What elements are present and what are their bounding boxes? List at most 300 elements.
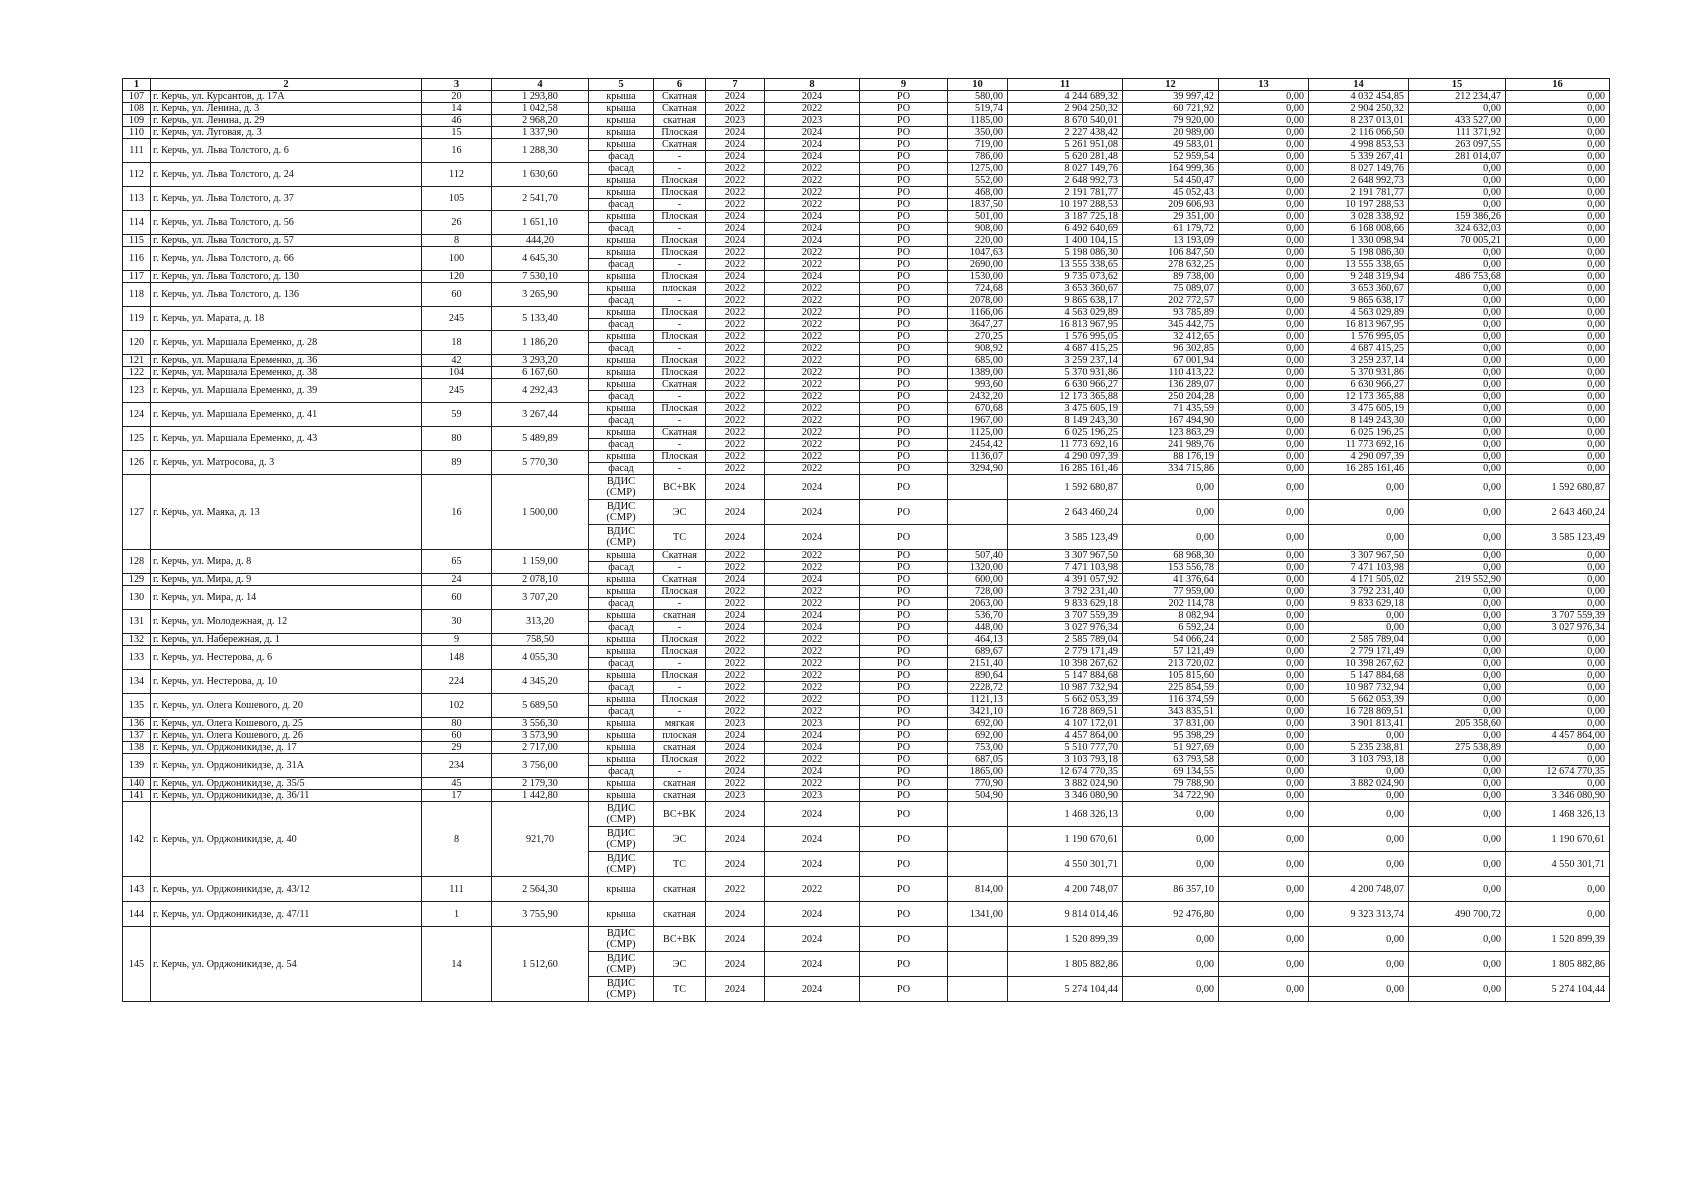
cell-col10: 1166,06 [948,307,1008,319]
cell-col10: 536,70 [948,610,1008,622]
cell-col8: 2022 [765,463,860,475]
cell-col8: 2022 [765,439,860,451]
cell-col5: крыша [589,742,654,754]
cell-col10: 692,00 [948,718,1008,730]
cell-col13: 0,00 [1219,682,1309,694]
col3-cell: 111 [422,877,492,902]
col3-cell: 59 [422,403,492,427]
table-row [123,367,1610,379]
cell-col6: ЭС [654,952,706,977]
cell-col13: 0,00 [1219,307,1309,319]
cell-col5: крыша [589,139,654,151]
cell-col13: 0,00 [1219,115,1309,127]
cell-col16: 0,00 [1506,562,1610,574]
cell-col5: крыша [589,403,654,415]
cell-col12: 278 632,25 [1123,259,1219,271]
cell-col16: 0,00 [1506,706,1610,718]
col4-cell: 4 645,30 [492,247,589,271]
cell-col10: 1967,00 [948,415,1008,427]
cell-col12: 0,00 [1123,927,1219,952]
cell-col10: 770,90 [948,778,1008,790]
cell-col15: 0,00 [1409,670,1506,682]
cell-col14: 16 813 967,95 [1309,319,1409,331]
cell-col8: 2022 [765,646,860,658]
cell-col6: ТС [654,977,706,1002]
cell-col11: 1 190 670,61 [1008,827,1123,852]
col3-cell: 112 [422,163,492,187]
cell-col11: 9 865 638,17 [1008,295,1123,307]
cell-col5: ВДИС (СМР) [589,525,654,550]
cell-col8: 2024 [765,730,860,742]
table-row [123,307,1610,319]
cell-col12: 96 302,85 [1123,343,1219,355]
cell-col8: 2024 [765,952,860,977]
row-number: 123 [123,379,151,403]
table-row [123,163,1610,175]
col4-cell: 3 267,44 [492,403,589,427]
cell-col14: 2 648 992,73 [1309,175,1409,187]
column-header-7: 7 [706,79,765,91]
cell-col7: 2024 [706,151,765,163]
cell-col5: крыша [589,283,654,295]
cell-col6: - [654,319,706,331]
table-row [123,550,1610,562]
cell-col5: фасад [589,766,654,778]
cell-col7: 2022 [706,562,765,574]
cell-col8: 2022 [765,562,860,574]
cell-col11: 3 585 123,49 [1008,525,1123,550]
cell-col13: 0,00 [1219,475,1309,500]
col4-cell: 3 573,90 [492,730,589,742]
cell-col9: РО [860,199,948,211]
cell-col13: 0,00 [1219,163,1309,175]
cell-col15: 0,00 [1409,415,1506,427]
cell-col16: 0,00 [1506,379,1610,391]
cell-col6: скатная [654,610,706,622]
cell-col16: 1 190 670,61 [1506,827,1610,852]
cell-col12: 79 920,00 [1123,115,1219,127]
cell-col10: 350,00 [948,127,1008,139]
cell-col15: 490 700,72 [1409,902,1506,927]
cell-col11: 5 261 951,08 [1008,139,1123,151]
cell-col6: Плоская [654,670,706,682]
cell-col11: 4 107 172,01 [1008,718,1123,730]
cell-col9: РО [860,977,948,1002]
col4-cell: 3 556,30 [492,718,589,730]
cell-col5: фасад [589,562,654,574]
table-row [123,790,1610,802]
cell-col15: 0,00 [1409,403,1506,415]
cell-col5: ВДИС (СМР) [589,500,654,525]
cell-col11: 4 244 689,32 [1008,91,1123,103]
cell-col7: 2024 [706,730,765,742]
cell-col9: РО [860,562,948,574]
cell-col6: плоская [654,283,706,295]
cell-col14: 2 191 781,77 [1309,187,1409,199]
cell-col8: 2022 [765,706,860,718]
col4-cell: 1 337,90 [492,127,589,139]
cell-col16: 0,00 [1506,718,1610,730]
cell-col9: РО [860,451,948,463]
cell-col6: - [654,199,706,211]
cell-col12: 34 722,90 [1123,790,1219,802]
cell-col10: 468,00 [948,187,1008,199]
cell-col6: Плоская [654,634,706,646]
address-cell: г. Керчь, ул. Набережная, д. 1 [151,634,422,646]
cell-col12: 0,00 [1123,475,1219,500]
col4-cell: 2 968,20 [492,115,589,127]
cell-col11: 8 027 149,76 [1008,163,1123,175]
cell-col13: 0,00 [1219,586,1309,598]
cell-col7: 2024 [706,952,765,977]
cell-col11: 2 585 789,04 [1008,634,1123,646]
cell-col5: ВДИС (СМР) [589,927,654,952]
table-row [123,187,1610,199]
table-row [123,103,1610,115]
cell-col9: РО [860,151,948,163]
cell-col13: 0,00 [1219,766,1309,778]
table-row [123,115,1610,127]
cell-col10 [948,827,1008,852]
cell-col12: 106 847,50 [1123,247,1219,259]
address-cell: г. Керчь, ул. Орджоникидзе, д. 47/11 [151,902,422,927]
cell-col12: 0,00 [1123,827,1219,852]
table-row [123,670,1610,682]
cell-col10 [948,977,1008,1002]
cell-col8: 2024 [765,622,860,634]
col3-cell: 60 [422,586,492,610]
cell-col9: РО [860,307,948,319]
address-cell: г. Керчь, ул. Орджоникидзе, д. 35/5 [151,778,422,790]
cell-col6: - [654,163,706,175]
cell-col6: Плоская [654,367,706,379]
cell-col16: 0,00 [1506,682,1610,694]
cell-col10: 519,74 [948,103,1008,115]
cell-col6: Плоская [654,586,706,598]
cell-col11: 2 648 992,73 [1008,175,1123,187]
cell-col7: 2024 [706,525,765,550]
cell-col9: РО [860,610,948,622]
cell-col16: 0,00 [1506,646,1610,658]
col3-cell: 17 [422,790,492,802]
cell-col8: 2022 [765,307,860,319]
cell-col12: 6 592,24 [1123,622,1219,634]
cell-col6: - [654,439,706,451]
cell-col7: 2024 [706,235,765,247]
address-cell: г. Керчь, ул. Маяка, д. 13 [151,475,422,550]
cell-col16: 0,00 [1506,307,1610,319]
cell-col16: 0,00 [1506,139,1610,151]
cell-col14: 5 235 238,81 [1309,742,1409,754]
cell-col6: - [654,463,706,475]
cell-col11: 12 674 770,35 [1008,766,1123,778]
cell-col13: 0,00 [1219,574,1309,586]
cell-col7: 2024 [706,852,765,877]
cell-col15: 0,00 [1409,525,1506,550]
address-cell: г. Керчь, ул. Маршала Еременко, д. 41 [151,403,422,427]
cell-col13: 0,00 [1219,379,1309,391]
cell-col16: 0,00 [1506,742,1610,754]
table-row [123,283,1610,295]
address-cell: г. Керчь, ул. Нестерова, д. 6 [151,646,422,670]
cell-col11: 10 398 267,62 [1008,658,1123,670]
cell-col5: ВДИС (СМР) [589,475,654,500]
cell-col11: 8 670 540,01 [1008,115,1123,127]
column-header-9: 9 [860,79,948,91]
cell-col6: скатная [654,742,706,754]
address-cell: г. Керчь, ул. Олега Кошевого, д. 26 [151,730,422,742]
cell-col15: 0,00 [1409,754,1506,766]
cell-col15: 0,00 [1409,802,1506,827]
cell-col11: 9 814 014,46 [1008,902,1123,927]
cell-col13: 0,00 [1219,977,1309,1002]
address-cell: г. Керчь, ул. Молодежная, д. 12 [151,610,422,634]
cell-col15: 0,00 [1409,586,1506,598]
cell-col5: ВДИС (СМР) [589,827,654,852]
cell-col12: 209 606,93 [1123,199,1219,211]
col3-cell: 120 [422,271,492,283]
row-number: 121 [123,355,151,367]
cell-col15: 275 538,89 [1409,742,1506,754]
cell-col14: 5 370 931,86 [1309,367,1409,379]
cell-col13: 0,00 [1219,927,1309,952]
cell-col5: крыша [589,451,654,463]
row-number: 117 [123,271,151,283]
cell-col8: 2022 [765,877,860,902]
cell-col9: РО [860,343,948,355]
cell-col12: 77 959,00 [1123,586,1219,598]
row-number: 141 [123,790,151,802]
cell-col14: 0,00 [1309,977,1409,1002]
cell-col9: РО [860,670,948,682]
cell-col8: 2022 [765,343,860,355]
cell-col12: 345 442,75 [1123,319,1219,331]
cell-col10: 1185,00 [948,115,1008,127]
cell-col15: 0,00 [1409,367,1506,379]
cell-col7: 2022 [706,355,765,367]
col4-cell: 1 293,80 [492,91,589,103]
col3-cell: 15 [422,127,492,139]
cell-col11: 5 370 931,86 [1008,367,1123,379]
cell-col7: 2022 [706,877,765,902]
row-number: 113 [123,187,151,211]
cell-col10: 1047,63 [948,247,1008,259]
cell-col11: 16 728 869,51 [1008,706,1123,718]
cell-col5: ВДИС (СМР) [589,952,654,977]
table-row [123,574,1610,586]
address-cell: г. Керчь, ул. Льва Толстого, д. 136 [151,283,422,307]
cell-col16: 0,00 [1506,103,1610,115]
cell-col14: 4 200 748,07 [1309,877,1409,902]
cell-col13: 0,00 [1219,610,1309,622]
cell-col11: 4 290 097,39 [1008,451,1123,463]
cell-col12: 334 715,86 [1123,463,1219,475]
cell-col10: 3647,27 [948,319,1008,331]
cell-col7: 2022 [706,103,765,115]
cell-col14: 0,00 [1309,730,1409,742]
cell-col9: РО [860,766,948,778]
cell-col12: 0,00 [1123,500,1219,525]
cell-col5: фасад [589,391,654,403]
address-cell: г. Керчь, ул. Орджоникидзе, д. 36/11 [151,790,422,802]
table-row [123,754,1610,766]
cell-col14: 4 032 454,85 [1309,91,1409,103]
cell-col11: 3 259 237,14 [1008,355,1123,367]
cell-col6: Плоская [654,754,706,766]
cell-col5: крыша [589,91,654,103]
cell-col7: 2022 [706,391,765,403]
col3-cell: 24 [422,574,492,586]
cell-col10: 501,00 [948,211,1008,223]
cell-col13: 0,00 [1219,415,1309,427]
cell-col14: 3 475 605,19 [1309,403,1409,415]
cell-col14: 4 290 097,39 [1309,451,1409,463]
cell-col16: 0,00 [1506,331,1610,343]
cell-col8: 2024 [765,235,860,247]
cell-col16: 0,00 [1506,427,1610,439]
cell-col9: РО [860,574,948,586]
cell-col9: РО [860,235,948,247]
cell-col7: 2022 [706,586,765,598]
cell-col5: крыша [589,307,654,319]
row-number: 138 [123,742,151,754]
cell-col8: 2022 [765,670,860,682]
col3-cell: 8 [422,802,492,877]
cell-col15: 0,00 [1409,247,1506,259]
cell-col11: 11 773 692,16 [1008,439,1123,451]
cell-col12: 0,00 [1123,952,1219,977]
cell-col15: 263 097,55 [1409,139,1506,151]
cell-col11: 5 198 086,30 [1008,247,1123,259]
cell-col14: 6 168 008,66 [1309,223,1409,235]
cell-col6: - [654,766,706,778]
cell-col8: 2024 [765,91,860,103]
cell-col14: 16 285 161,46 [1309,463,1409,475]
column-header-5: 5 [589,79,654,91]
cell-col12: 110 413,22 [1123,367,1219,379]
cell-col10: 552,00 [948,175,1008,187]
table-row [123,451,1610,463]
cell-col7: 2022 [706,706,765,718]
cell-col15: 0,00 [1409,634,1506,646]
cell-col9: РО [860,525,948,550]
cell-col5: крыша [589,235,654,247]
cell-col16: 0,00 [1506,634,1610,646]
cell-col13: 0,00 [1219,187,1309,199]
cell-col10: 580,00 [948,91,1008,103]
cell-col5: крыша [589,754,654,766]
cell-col9: РО [860,742,948,754]
cell-col11: 2 904 250,32 [1008,103,1123,115]
cell-col10: 2454,42 [948,439,1008,451]
col3-cell: 100 [422,247,492,271]
cell-col10: 1837,50 [948,199,1008,211]
address-cell: г. Керчь, ул. Маршала Еременко, д. 39 [151,379,422,403]
cell-col11: 5 510 777,70 [1008,742,1123,754]
address-cell: г. Керчь, ул. Олега Кошевого, д. 20 [151,694,422,718]
cell-col5: ВДИС (СМР) [589,852,654,877]
col4-cell: 444,20 [492,235,589,247]
cell-col14: 0,00 [1309,952,1409,977]
cell-col9: РО [860,295,948,307]
cell-col8: 2024 [765,271,860,283]
col3-cell: 16 [422,139,492,163]
cell-col11: 3 103 793,18 [1008,754,1123,766]
cell-col6: - [654,415,706,427]
cell-col9: РО [860,598,948,610]
cell-col13: 0,00 [1219,391,1309,403]
cell-col16: 0,00 [1506,271,1610,283]
cell-col14: 1 576 995,05 [1309,331,1409,343]
cell-col5: крыша [589,247,654,259]
row-number: 137 [123,730,151,742]
cell-col11: 4 200 748,07 [1008,877,1123,902]
cell-col15: 0,00 [1409,343,1506,355]
cell-col12: 225 854,59 [1123,682,1219,694]
cell-col9: РО [860,754,948,766]
row-number: 122 [123,367,151,379]
cell-col9: РО [860,827,948,852]
col4-cell: 3 293,20 [492,355,589,367]
cell-col12: 45 052,43 [1123,187,1219,199]
cell-col15: 0,00 [1409,331,1506,343]
cell-col6: Скатная [654,91,706,103]
cell-col9: РО [860,902,948,927]
row-number: 109 [123,115,151,127]
cell-col9: РО [860,379,948,391]
row-number: 130 [123,586,151,610]
cell-col14: 13 555 338,65 [1309,259,1409,271]
cell-col9: РО [860,646,948,658]
cell-col10: 692,00 [948,730,1008,742]
cell-col8: 2022 [765,754,860,766]
cell-col5: крыша [589,586,654,598]
cell-col16: 0,00 [1506,295,1610,307]
cell-col15: 0,00 [1409,730,1506,742]
cell-col6: скатная [654,115,706,127]
cell-col7: 2022 [706,634,765,646]
cell-col7: 2022 [706,199,765,211]
cell-col14: 5 339 267,41 [1309,151,1409,163]
cell-col12: 250 204,28 [1123,391,1219,403]
cell-col13: 0,00 [1219,127,1309,139]
table-row [123,694,1610,706]
cell-col13: 0,00 [1219,271,1309,283]
cell-col10: 670,68 [948,403,1008,415]
cell-col13: 0,00 [1219,247,1309,259]
cell-col12: 0,00 [1123,802,1219,827]
cell-col15: 159 386,26 [1409,211,1506,223]
cell-col16: 0,00 [1506,694,1610,706]
column-header-3: 3 [422,79,492,91]
cell-col12: 32 412,65 [1123,331,1219,343]
cell-col12: 20 989,00 [1123,127,1219,139]
cell-col16: 0,00 [1506,319,1610,331]
cell-col8: 2022 [765,319,860,331]
address-cell: г. Керчь, ул. Льва Толстого, д. 37 [151,187,422,211]
header-row [123,79,1610,91]
cell-col8: 2022 [765,586,860,598]
table-row [123,355,1610,367]
cell-col5: крыша [589,902,654,927]
col4-cell: 1 442,80 [492,790,589,802]
cell-col15: 0,00 [1409,199,1506,211]
cell-col13: 0,00 [1219,902,1309,927]
cell-col15: 324 632,03 [1409,223,1506,235]
cell-col16: 0,00 [1506,127,1610,139]
cell-col13: 0,00 [1219,694,1309,706]
cell-col12: 60 721,92 [1123,103,1219,115]
